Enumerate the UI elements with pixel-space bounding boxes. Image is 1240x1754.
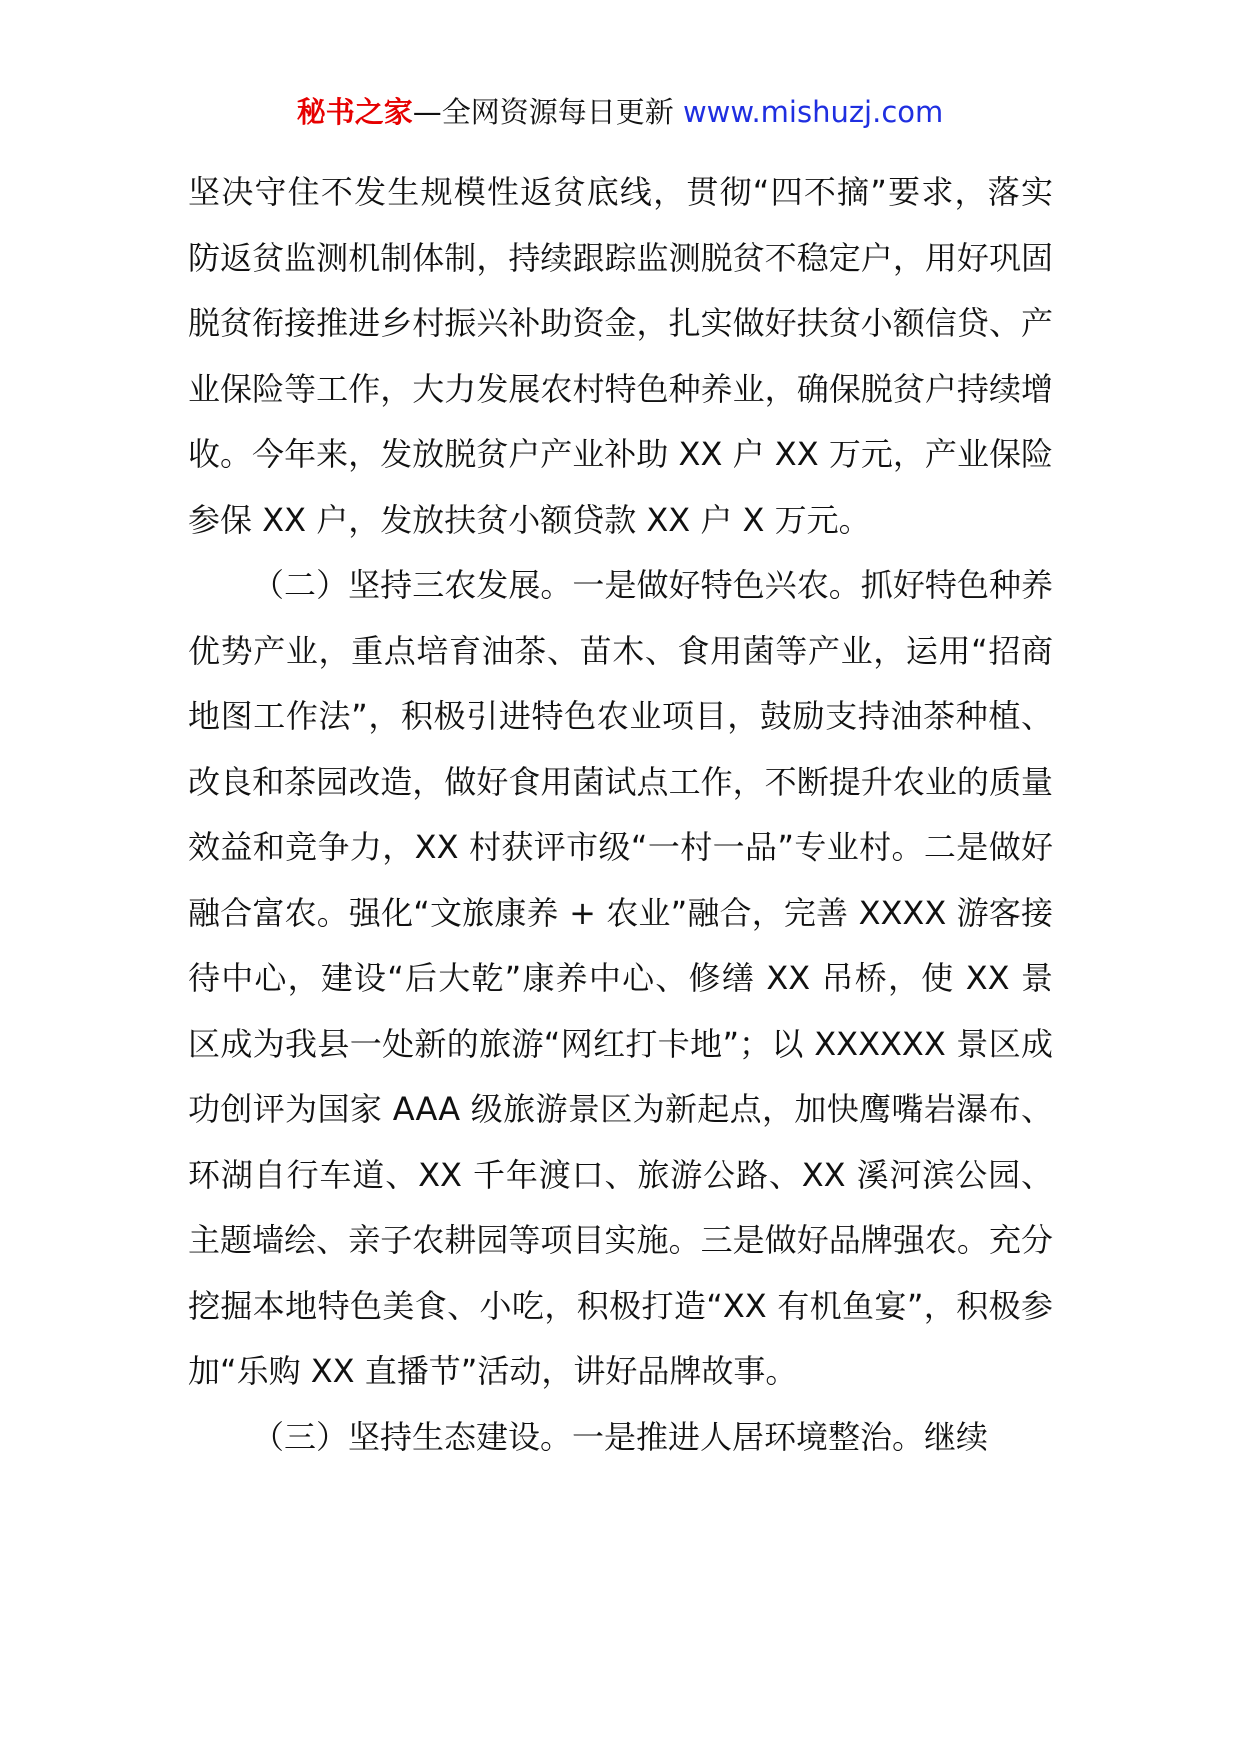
document-body bbox=[188, 160, 1053, 1470]
paragraph: 坚决守住不发生规模性返贫底线，贯彻“四不摘”要求，落实防返贫监测机制体制，持续跟踪监测脱贫不稳定户，用好巩固脱贫衔接推进乡村振兴补助资金，扎实做好扶贫小额信贷、产业保险等工作，大力发展农村特色种养业，确保脱贫户持续增收。今年来，发放脱贫户产业补助 XX 户 XX 万元，产业保险参保 XX 户，发放扶贫小额贷款 XX 户 X 万元。 bbox=[188, 173, 1053, 539]
site-tagline: —全网资源每日更新 bbox=[412, 95, 683, 129]
site-brand: 秘书之家 bbox=[296, 95, 413, 129]
paragraph: （二）坚持三农发展。一是做好特色兴农。抓好特色种养优势产业，重点培育油茶、苗木、食用菌等产业，运用“招商地图工作法”，积极引进特色农业项目，鼓励支持油茶种植、改良和茶园改造，做好食用菌试点工作，不断提升农业的质量效益和竞争力，XX 村获评市级“一村一品”专业村。二是做好融合富农。强化“文旅康养 + 农业”融合，完善 XXXX 游客接待中心，建设“后大乾”康养中心、修缮 XX 吊桥，使 XX 景区成为我县一处新的旅游“网红打卡地”；以 XXXXXX 景区成功创评为国家 AAA 级旅游景区为新起点，加快鹰嘴岩瀑布、环湖自行车道、XX 千年渡口、旅游公路、XX 溪河滨公园、主题墙绘、亲子农耕园等项目实施。三是做好品牌强农。充分挖掘本地特色美食、小吃，积极打造“XX 有机鱼宴”，积极参加“乐购 XX 直播节”活动，讲好品牌故事。 bbox=[188, 566, 1053, 1390]
site-header bbox=[0, 92, 1240, 132]
paragraph: （三）坚持生态建设。一是推进人居环境整治。继续 bbox=[252, 1417, 989, 1456]
site-url[interactable]: www.mishuzj.com bbox=[682, 95, 944, 129]
